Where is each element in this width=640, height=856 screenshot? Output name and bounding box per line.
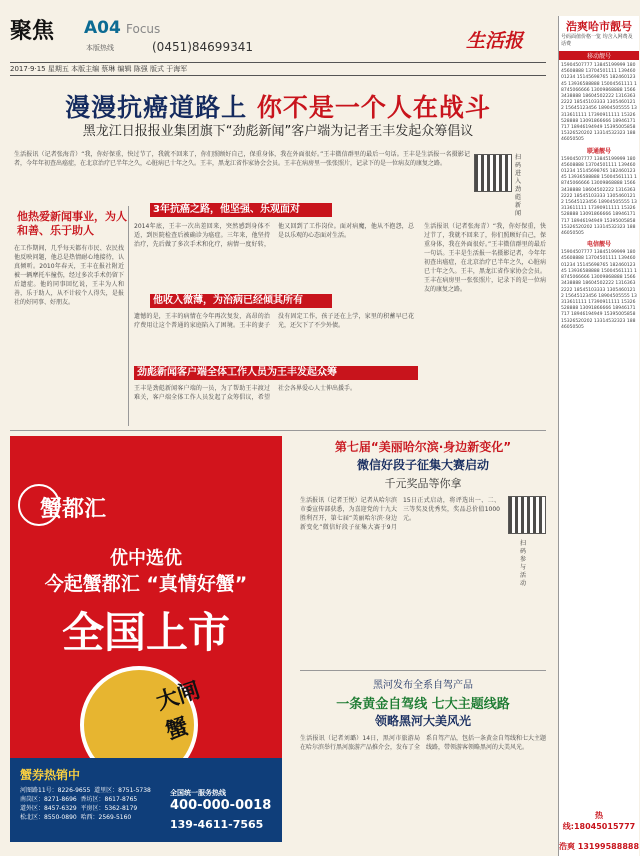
ad-national-label: 全国统一服务热线 [170, 789, 226, 797]
qr-caption: 扫码进入劲彪新闻 [515, 154, 522, 217]
left-heading: 他热爱新闻事业，为人和善、乐于助人 [17, 210, 127, 237]
sidebar-list-2: 15904507777 13845199999 18045608888 13704501111 13946001234 15145698765 18246012345 13936588888 15004561111 18745066666 13009868888 15663438888 18604502222 13163632222 18545103333 13054601212 15645123456 18904505555 13313611111 17390911111 15326528888 13091866666 18946171717 18946194949 15395005858 15326520202 13314532323 18846050505 [561, 156, 637, 237]
event-text: 生活报讯（记者王悦）记者从哈尔滨市委宣传部获悉，为喜迎党的十九大胜利召开，第七届“美丽哈尔滨·身边新变化”微信好段子征集大赛于9月15日正式启动，将评选出一、二、三等奖及优秀奖，奖品总价值1000元。 [300, 497, 500, 531]
sidebar-list-1: 15904507777 13845199999 18045608888 13704501111 13946001234 15145698765 18246012345 13936588888 15004561111 18745066666 13009868888 15663438888 18604502222 13163632222 18545103333 13054601212 15645123456 18904505555 13313611111 17390911111 15326528888 13091866666 18946171717 18946194949 15395005858 15326520202 13314532323 18846050505 [561, 63, 637, 143]
story-title: 一条黄金自驾线 七大主题线路 [336, 697, 510, 712]
sidebar-section-3: 电信靓号 [586, 241, 611, 249]
sidebar-section-2: 联通靓号 [586, 147, 611, 155]
ad-line-3: 全国上市 [61, 608, 230, 657]
section-text-3: 王丰是劲彪新闻客户端的一员，为了帮助王丰渡过难关，客户端全体工作人员发起了众筹倡议，希望社会各界爱心人士伸出援手。 [134, 385, 357, 401]
section-text-1: 2014年底，王丰一次出差回来，突然感到身体不适，到医院检查后被确诊为癌症。三年来，他坚持治疗，先后做了多次手术和化疗，病情一度好转，他又回到了工作岗位。面对病魔，他从不抱怨，总是以乐观的心态面对生活。 [134, 223, 414, 248]
newspaper-logo: 生活报 [466, 30, 524, 52]
section-heading-1: 3年抗癌之路，他坚强、乐观面对 [150, 203, 332, 217]
dateline: 2017·9·15 星期五 本版主编 蔡琳 编辑 陈强 版式 于海军 [10, 62, 546, 76]
ad-line-2: 今起蟹都汇 “真情好蟹” [44, 573, 248, 595]
sidebar-footer-1: 热线:18045015777 [562, 811, 636, 831]
page-header [0, 0, 640, 60]
section-heading-2: 他收入微薄，为治病已经倾其所有 [150, 294, 332, 308]
ad-store-list: 河图路11号：8226-9655 道里区：8751-5738 南岗区：8271-8696 香坊区：8617-8765 道外区：8457-6329 平房区：5362-8179 松北区：8550-0890 哈西：2569-5160 [20, 787, 151, 821]
story-subtitle: 领略黑河大美风光 [374, 714, 471, 728]
sidebar-list-3: 15904507777 13845199999 18045608888 13704501111 13946001234 15145698765 18246012345 13936588888 15004561111 18745066666 13009868888 15663438888 18604502222 13163632222 18545103333 13054601212 15645123456 18904505555 13313611111 17390911111 15326528888 13091866666 18946171717 18946194949 15395005858 15326520202 13314532323 18846050505 [561, 250, 637, 330]
event-subtitle: 微信好段子征集大赛启动 [356, 458, 489, 472]
qr-code-icon[interactable] [474, 154, 512, 192]
headline-part1: 漫漫抗癌道路上 [65, 93, 257, 122]
section-number: A04 [84, 18, 121, 38]
event-qr-caption: 扫码参与活动 [520, 540, 527, 587]
sidebar-title: 浩爽哈市靓号 [566, 20, 632, 33]
ad-national-number: 400-000-0018 [170, 798, 272, 813]
ad-hotline-title: 蟹券热销中 [20, 768, 81, 782]
event-qr-code-icon[interactable] [508, 496, 546, 534]
hotline-number: (0451)84699341 [152, 40, 253, 54]
sidebar-subtitle: 号码面值价格一览 均含入网费及话费 [561, 34, 633, 47]
crab-advertisement[interactable] [10, 436, 282, 842]
section-heading-3: 劲彪新闻客户端全体工作人员为王丰发起众筹 [134, 366, 418, 380]
section-text-2: 遗憾的是，王丰的病情在今年再次复发，高昂的治疗费用让这个普通的家庭陷入了困境。王丰的妻子没有固定工作，孩子还在上学，家里的积蓄早已花光，还欠下了不少外债。 [134, 313, 414, 329]
ad-telephone: 139-4611-7565 [170, 818, 264, 831]
lead-paragraph: 生活报讯（记者张海青）“我，你好保重，快过节了，我就不回来了，你们照顾好自己，保重身体，我在外面很好。”王丰微信群里的最后一句话。王丰是生活报一名摄影记者，今年年初查出癌症，在北京治疗已半年之久，心脏病已十年之久。王丰，黑龙江省作家协会会员。王丰在病房里一张张照片，记录下的是一位病友的康复之路。 [14, 151, 470, 167]
sidebar-section-1: 移动靓号 [559, 51, 639, 60]
event-title: 第七届“美丽哈尔滨·身边新变化” [334, 440, 512, 454]
story-kicker: 黑河发布全系自驾产品 [373, 680, 473, 691]
editor-label: 本版热线 [86, 44, 114, 52]
event-subtitle-2: 千元奖品等你拿 [384, 477, 462, 490]
ad-line-1: 优中选优 [110, 548, 182, 569]
ad-crab-text: 大闸蟹 [153, 677, 204, 745]
right-column-text: 生活报讯（记者张海青）“我，你好保重，快过节了，我就不回来了，你们照顾好自己，保重身体，我在外面很好。”王丰微信群里的最后一句话。王丰是生活报一名摄影记者，今年年初查出癌症，在北京治疗已半年之久，心脏病已十年之久。王丰，黑龙江省作家协会会员。王丰在病房里一张张照片，记录下的是一位病友的康复之路。 [424, 223, 546, 293]
section-english: Focus [126, 22, 161, 36]
horizontal-divider-2 [300, 670, 546, 671]
headline-subtitle: 黑龙江日报报业集团旗下“劲彪新闻”客户端为记者王丰发起众筹倡议 [82, 124, 474, 139]
horizontal-divider [10, 430, 546, 431]
main-headline [10, 88, 546, 124]
column-title: 聚焦 [10, 18, 55, 44]
phone-number-sidebar [558, 16, 639, 856]
ad-hotline-panel [10, 758, 282, 842]
column-divider [128, 206, 129, 426]
sidebar-footer-2: 浩爽 13199588888 [559, 842, 639, 851]
ad-brand: 蟹都汇 [40, 496, 107, 522]
left-column-text: 在工作期间，几乎每天都有市民、农民找他反映问题，他总是热情耐心地接待，认真倾听。2010年春天，王丰在报社附近被一辆摩托车撞伤，经过多次手术仍留下后遗症。他的同事回忆说，王丰为人和善，乐于助人，从不计较个人得失，是报社的好同事、好朋友。 [14, 245, 124, 306]
story-text: 生活报讯（记者刘璐）14日，黑河市旅游局在哈尔滨举行黑河旅游产品推介会，发布了全系自驾产品，包括一条黄金自驾线和七大主题线路，带领游客领略黑河的大美风光。 [300, 735, 546, 751]
headline-part2: 你不是一个人在战斗 [256, 93, 491, 122]
